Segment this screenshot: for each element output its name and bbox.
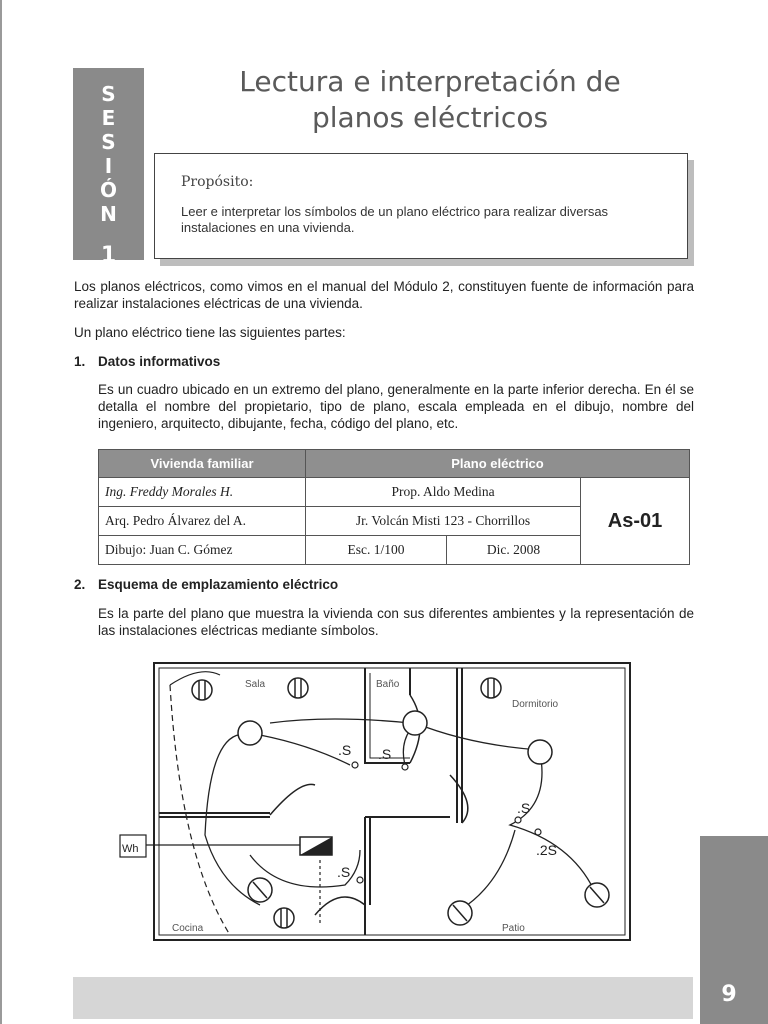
page-number: 9: [721, 982, 737, 1007]
room-label-bano: Baño: [376, 679, 400, 690]
title-line-1: Lectura e interpretación de: [239, 65, 621, 98]
header-vivienda: Vivienda familiar: [99, 450, 306, 478]
owner-cell: Prop. Aldo Medina: [306, 478, 581, 507]
room-label-sala: Sala: [245, 679, 266, 690]
room-label-dormitorio: Dormitorio: [512, 699, 559, 710]
architect-cell: Arq. Pedro Álvarez del A.: [99, 507, 306, 536]
sala-cocina-wall: [159, 813, 450, 817]
section-1-heading: [74, 354, 220, 369]
wiring: [460, 830, 515, 910]
session-letter: E: [101, 106, 116, 130]
wall-outlet-icon: [274, 908, 294, 928]
page-border: [0, 0, 2, 1024]
session-number: 1: [100, 243, 117, 268]
section-2-title: Esquema de emplazamiento eléctrico: [98, 577, 339, 592]
engineer-cell: Ing. Freddy Morales H.: [99, 478, 306, 507]
wiring: [270, 719, 410, 723]
switch-dot: [352, 762, 358, 768]
switch-label: .S: [378, 746, 392, 762]
purpose-box: [154, 153, 688, 259]
wiring: [260, 735, 350, 765]
room-label-cocina: Cocina: [172, 923, 204, 934]
wall-outlet-icon: [481, 678, 501, 698]
switch-dot: [357, 877, 363, 883]
purpose-text: Leer e interpretar los símbolos de un plano eléctrico para realizar diversas instalaciones en una vivienda.: [181, 204, 609, 235]
page-title: [180, 64, 680, 136]
ceiling-light-icon: [528, 740, 552, 764]
session-letter: Ó: [99, 178, 117, 202]
address-cell: Jr. Volcán Misti 123 - Chorrillos: [306, 507, 581, 536]
wiring: [510, 753, 600, 905]
door-arc: [270, 784, 315, 815]
section-2-number: 2.: [74, 577, 86, 592]
purpose-heading: Propósito:: [181, 174, 254, 190]
ceiling-light-icon: [238, 721, 262, 745]
date-cell: Dic. 2008: [447, 536, 581, 565]
header-plano: Plano eléctrico: [306, 450, 690, 478]
intro-paragraph: Los planos eléctricos, como vimos en el manual del Módulo 2, constituyen fuente de información para realizar instalaciones eléctricas de una vivienda.: [74, 279, 694, 311]
switch-label: .S: [338, 742, 352, 758]
section-2-text: Es la parte del plano que muestra la vivienda con sus diferentes ambientes y la representación de las instalaciones eléctricas mediante símbolos.: [98, 606, 694, 638]
footer-bar: [73, 977, 693, 1019]
session-letter: N: [100, 202, 117, 226]
door-arc: [315, 897, 365, 915]
electrical-floor-plan: [110, 655, 640, 945]
switch-dot: [515, 817, 521, 823]
wall-outlet-icon: [192, 680, 212, 700]
outer-wall: [154, 663, 630, 940]
switch-dot: [535, 829, 541, 835]
room-label-patio: Patio: [502, 923, 525, 934]
wiring: [205, 734, 260, 905]
ceiling-light-icon: [403, 711, 427, 735]
scale-cell: Esc. 1/100: [306, 536, 447, 565]
section-1-text: Es un cuadro ubicado en un extremo del plano, generalmente en la parte inferior derecha. En él se detalla el nombre del propietario, tipo de plano, escala empleada en el dibujo, nombre del ingeniero, arquitecto, dibujante, fecha, código del plano, etc.: [98, 382, 694, 431]
switch-dot: [402, 764, 408, 770]
switch-label: .S: [337, 864, 351, 880]
wiring: [403, 730, 410, 765]
drafter-cell: Dibujo: Juan C. Gómez: [99, 536, 306, 565]
wiring: [415, 723, 540, 750]
switch-label: .S: [517, 800, 531, 816]
title-line-2: planos eléctricos: [311, 101, 549, 134]
session-letter: I: [104, 154, 113, 178]
info-table: [98, 449, 690, 565]
door-arc: [450, 775, 468, 823]
session-tab: [73, 68, 144, 268]
plan-code-cell: As-01: [581, 478, 690, 565]
session-letter: S: [101, 82, 116, 106]
dormitorio-wall: [457, 668, 462, 823]
meter-label: Wh: [122, 843, 139, 855]
section-1-number: 1.: [74, 354, 86, 369]
session-letter: S: [101, 130, 116, 154]
cocina-wall: [365, 817, 370, 935]
switch-label: .2S: [536, 842, 558, 858]
section-2-heading: [74, 577, 338, 592]
wall-outlet-icon: [288, 678, 308, 698]
parts-intro: Un plano eléctrico tiene las siguientes partes:: [74, 325, 346, 340]
wiring: [170, 685, 230, 935]
section-1-title: Datos informativos: [98, 354, 221, 369]
